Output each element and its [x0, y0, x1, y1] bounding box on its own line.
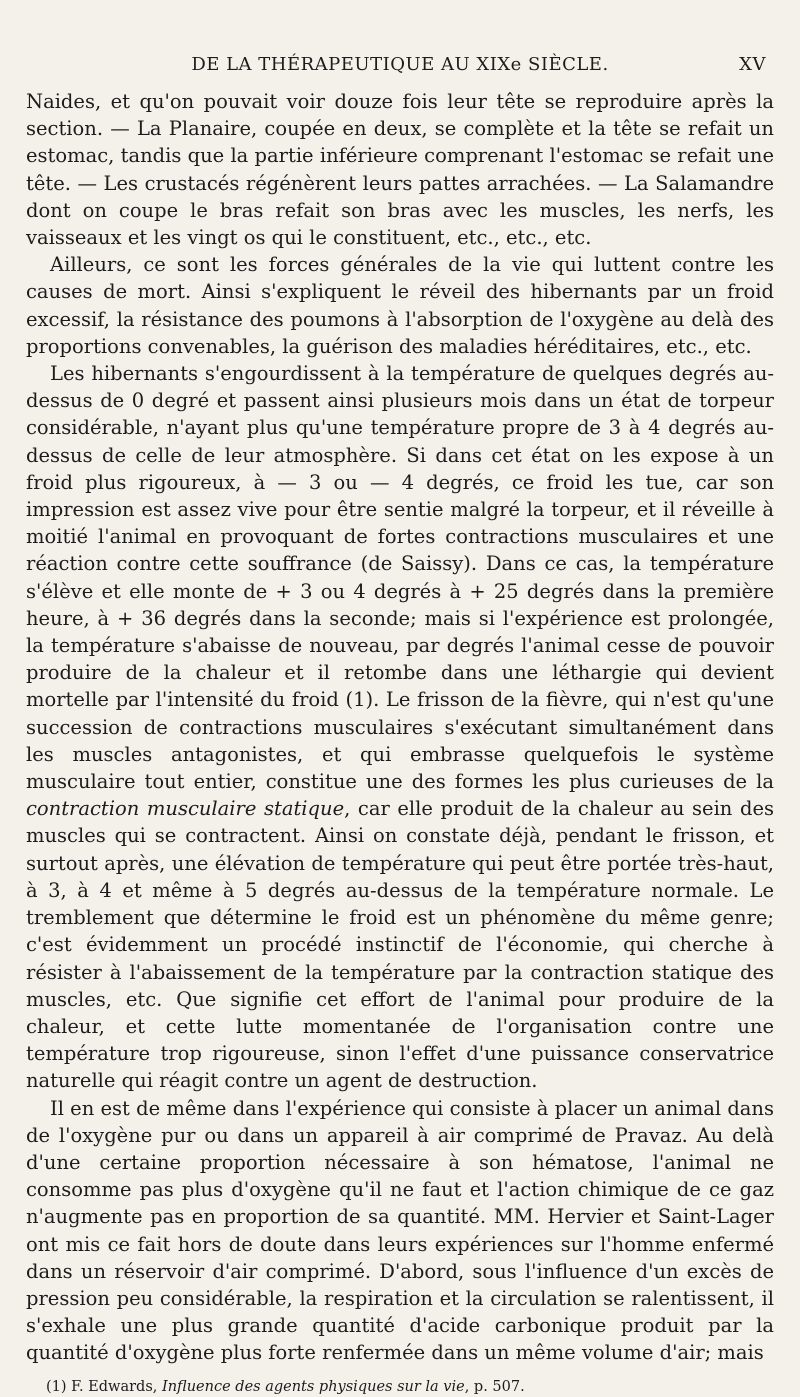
footnote-marker: (1) [46, 1378, 67, 1395]
page-number: XV [739, 54, 766, 75]
paragraph-hibernants-part1: Les hibernants s'engourdissent à la température de quelques degrés au-dessus de 0 degré et passent ainsi plusieurs mois dans un état de torpeur considérable, n'ayant plus qu'une température propre de 3 à 4 degrés au-dessus de celle de leur atmosphère. Si dans cet état on les expose à un froid plus rigoureux, à — 3 ou — 4 degrés, ce froid les tue, car son impression est assez vive pour être sentie malgré la torpeur, et il réveille à moitié l'animal en provoquant de fortes contractions musculaires et une réaction contre cette souffrance (de Saissy). Dans ce cas, la température s'élève et elle monte de + 3 ou 4 degrés à + 25 degrés dans la première heure, à + 36 degrés dans la seconde; mais si l'expérience est prolongée, la température s'abaisse de nouveau, par degrés l'animal cesse de pouvoir produire de la chaleur et il retombe dans une léthargie qui devient mortelle par l'intensité du froid (1). Le frisson de la fièvre, qui n'est qu'une succession de contractions musculaires s'exécutant simultanément dans les muscles antagonistes, et qui embrasse quelquefois le système musculaire tout entier, constitue une des formes les plus curieuses de la [26, 362, 774, 794]
running-title: DE LA THÉRAPEUTIQUE AU XIXe SIÈCLE. [191, 54, 609, 75]
running-head [26, 54, 774, 88]
footnote [26, 1377, 774, 1397]
footnote-author: F. Edwards, [71, 1378, 158, 1395]
paragraph-forces-generales: Ailleurs, ce sont les forces générales de la vie qui luttent contre les causes de mort. Ainsi s'expliquent le réveil des hibernants par un froid excessif, la résistance des poumons à l'absorption de l'oxygène au delà des proportions convenables, la guérison des maladies héréditaires, etc., etc. [26, 253, 774, 358]
body-text [26, 88, 774, 1367]
paragraph-hibernants-part2: , car elle produit de la chaleur au sein des muscles qui se contractent. Ainsi on constate déjà, pendant le frisson, et surtout après, une élévation de température qui peut être portée très-haut, à 3, à 4 et même à 5 degrés au-dessus de la température normale. Le tremblement que détermine le froid est un phénomène du même genre; c'est évidemment un procédé instinctif de l'économie, qui cherche à résister à l'abaissement de la température par la contraction statique des muscles, etc. Que signifie cet effort de l'animal pour produire de la chaleur, et cette lutte momentanée de l'organisation contre une température trop rigoureuse, sinon l'effet d'une puissance conservatrice naturelle qui réagit contre un agent de destruction. [26, 797, 774, 1093]
footnote-pages: , p. 507. [464, 1378, 525, 1395]
paragraph-oxygene: Il en est de même dans l'expérience qui consiste à placer un animal dans de l'oxygène pur ou dans un appareil à air comprimé de Pravaz. Au delà d'une certaine proportion nécessaire à son hématose, l'animal ne consomme pas plus d'oxygène qu'il ne faut et l'action chimique de ce gaz n'augmente pas en proportion de sa quantité. MM. Hervier et Saint-Lager ont mis ce fait hors de doute dans leurs expériences sur l'homme enfermé dans un réservoir d'air comprimé. D'abord, sous l'influence d'un excès de pression peu considérable, la respiration et la circulation se ralentissent, il s'exhale une plus grande quantité d'acide carbonique produit par la quantité d'oxygène plus forte renfermée dans un même volume d'air; mais [26, 1096, 774, 1365]
emphasis-contraction-statique: contraction musculaire statique [26, 797, 345, 821]
paragraph-naides: Naides, et qu'on pouvait voir douze fois leur tête se reproduire après la section. — La Planaire, coupée en deux, se complète et la tête se refait un estomac, tandis que la partie inférieure comprenant l'estomac se refait une tête. — Les crustacés régénèrent leurs pattes arrachées. — La Salamandre dont on coupe le bras refait son bras avec les muscles, les nerfs, les vaisseaux et les vingt os qui le constituent, etc., etc., etc. [26, 90, 774, 250]
paragraph-hibernants [26, 360, 774, 1094]
footnote-title: Influence des agents physiques sur la vie [161, 1378, 465, 1395]
